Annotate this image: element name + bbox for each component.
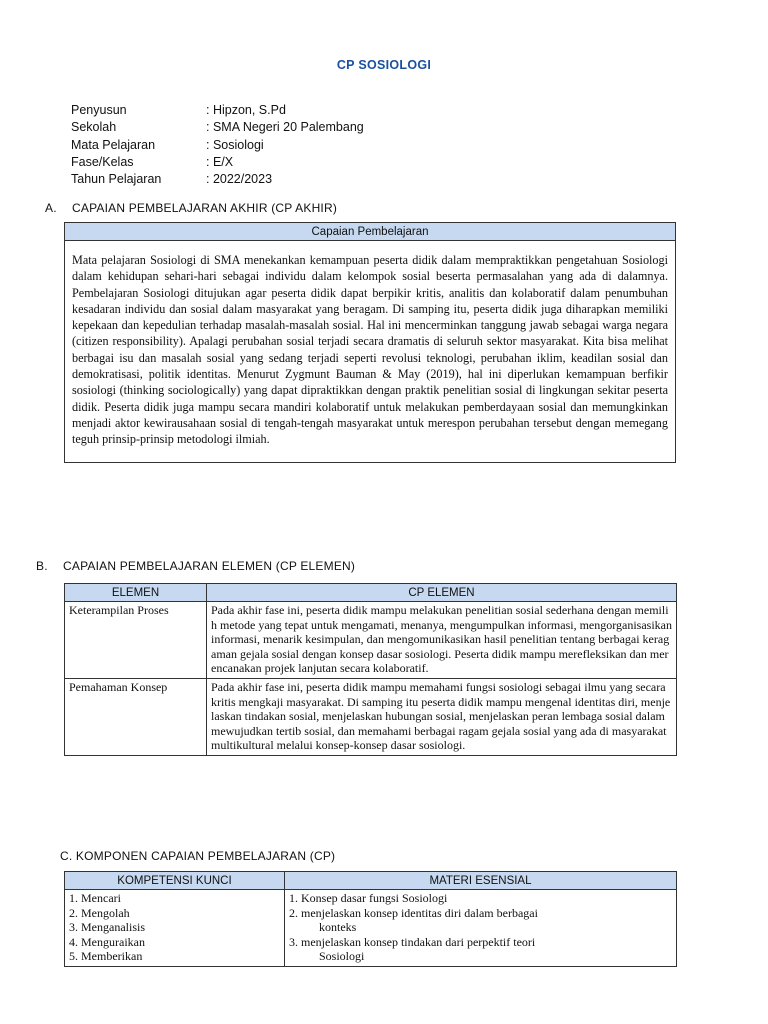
column-header-elemen: ELEMEN <box>65 584 207 602</box>
elemen-cell: Pemahaman Konsep <box>65 678 207 755</box>
list-item: 3. menjelaskan konsep tindakan dari perpektif teori <box>289 934 536 949</box>
meta-label: Penyusun <box>71 103 127 117</box>
meta-label: Sekolah <box>71 120 117 135</box>
section-c-heading: C. KOMPONEN CAPAIAN PEMBELAJARAN (CP) <box>60 849 336 863</box>
materi-list <box>285 890 677 967</box>
elemen-cell: Keterampilan Proses <box>65 602 207 679</box>
list-item: 2. Mengolah <box>69 905 130 920</box>
meta-value: : Sosiologi <box>206 137 264 152</box>
table-row <box>65 678 677 755</box>
list-item: 2. menjelaskan konsep identitas diri dalam berbagai <box>289 905 538 920</box>
section-title: CAPAIAN PEMBELAJARAN AKHIR (CP AKHIR) <box>72 201 338 215</box>
list-item-continuation: konteks <box>319 920 357 934</box>
kompetensi-list <box>65 890 285 967</box>
column-header-cp-elemen: CP ELEMEN <box>207 584 677 602</box>
list-item: 4. Menguraikan <box>69 934 145 949</box>
page-title: CP SOSIOLOGI <box>336 58 432 72</box>
list-item: 1. Konsep dasar fungsi Sosiologi <box>289 891 448 905</box>
document-meta <box>71 102 364 188</box>
list-item: 5. Memberikan <box>69 949 143 963</box>
meta-row-fase-kelas <box>71 154 364 171</box>
section-title: CAPAIAN PEMBELAJARAN ELEMEN (CP ELEMEN) <box>63 559 356 573</box>
komponen-cp-table <box>64 871 677 967</box>
cp-elemen-cell: Pada akhir fase ini, peserta didik mampu memahami fungsi sosiologi sebagai ilmu yang secara kritis mengkaji masyarakat. Di samping itu peserta didik mampu mengenal identitas diri, menjelaskan tindakan sosial, menjelaskan hubungan sosial, menjelaskan peran lembaga sosial dalam mewujudkan tertib sosial, dan memahami berbagai ragam gejala sosial yang ada di masyarakat multikultural melalui konsep-konsep dasar sosiologi. <box>207 678 677 755</box>
meta-label: Fase/Kelas <box>71 154 134 169</box>
cp-elemen-cell: Pada akhir fase ini, peserta didik mampu melakukan penelitian sosial sederhana dengan memilih metode yang tepat untuk mengamati, menanya, mengumpulkan informasi, mengorganisasikan informasi, menarik kesimpulan, dan mengomunikasikan hasil penelitian tentang berbagai keragaman gejala sosial dengan konsep dasar sosiologi. Peserta didik mampu merefleksikan dan merencanakan projek lanjutan secara kolaboratif. <box>207 602 677 679</box>
meta-row-penyusun <box>71 102 364 119</box>
meta-value: : Hipzon, S.Pd <box>206 103 286 117</box>
table-row <box>65 890 677 967</box>
meta-value: : E/X <box>206 154 234 169</box>
table-row <box>65 602 677 679</box>
cp-akhir-table <box>64 222 676 463</box>
meta-value: : SMA Negeri 20 Palembang <box>206 120 364 135</box>
meta-row-sekolah <box>71 119 364 136</box>
column-header-materi-esensial: MATERI ESENSIAL <box>285 872 677 890</box>
cp-elemen-table <box>64 583 677 756</box>
meta-row-tahun-pelajaran <box>71 171 364 188</box>
section-letter: B. <box>36 559 48 573</box>
column-header-kompetensi-kunci: KOMPETENSI KUNCI <box>65 872 285 890</box>
meta-label: Mata Pelajaran <box>71 137 156 152</box>
section-b-heading <box>36 559 355 573</box>
meta-value: : 2022/2023 <box>206 172 273 187</box>
section-letter: A. <box>45 201 57 215</box>
list-item: 1. Mencari <box>69 891 121 905</box>
cp-akhir-text: Mata pelajaran Sosiologi di SMA menekankan kemampuan peserta didik dalam mempraktikkan pengetahuan Sosiologi dalam kehidupan sehari-hari sebagai individu dalam kelompok sosial beserta permasalahan yang ada di dalamnya. Pembelajaran Sosiologi ditujukan agar peserta didik dapat berpikir kritis, analitis dan kolaboratif dalam penumbuhan kesadaran individu dan sosial dalam masyarakat yang beragam. Di samping itu, peserta didik juga diharapkan memiliki kepekaan dan kepedulian terhadap masalah-masalah sosial. Hal ini mencerminkan tanggung jawab sebagai warga negara (citizen responsibility). Apalagi perubahan sosial terjadi secara dramatis di seluruh sektor masyarakat. Kita bisa melihat berbagai isu dan masalah sosial yang sedang terjadi seperti revolusi teknologi, perubahan iklim, keadilan sosial dan demokratisasi, politik identitas. Menurut Zygmunt Bauman & May (2019), hal ini diperlukan kemampuan berfikir sosiologi (thinking sociologically) yang dapat dipraktikkan dengan praktik penelitian sosial di lingkungan sekitar peserta didik. Peserta didik juga mampu secara mandiri kolaboratif untuk melakukan pemberdayaan sosial dan memungkinkan menjadi aktor kewirausahaan sosial di tengah-tengah masyarakat untuk merespon perubahan tersebut dengan memegang teguh prinsip-prinsip metodologi ilmiah. <box>65 241 676 463</box>
meta-label: Tahun Pelajaran <box>71 172 162 187</box>
meta-row-mata-pelajaran <box>71 137 364 154</box>
table-header: Capaian Pembelajaran <box>65 223 676 241</box>
list-item-continuation: Sosiologi <box>319 949 365 963</box>
section-a-heading <box>45 201 337 215</box>
list-item: 3. Menganalisis <box>69 920 145 934</box>
